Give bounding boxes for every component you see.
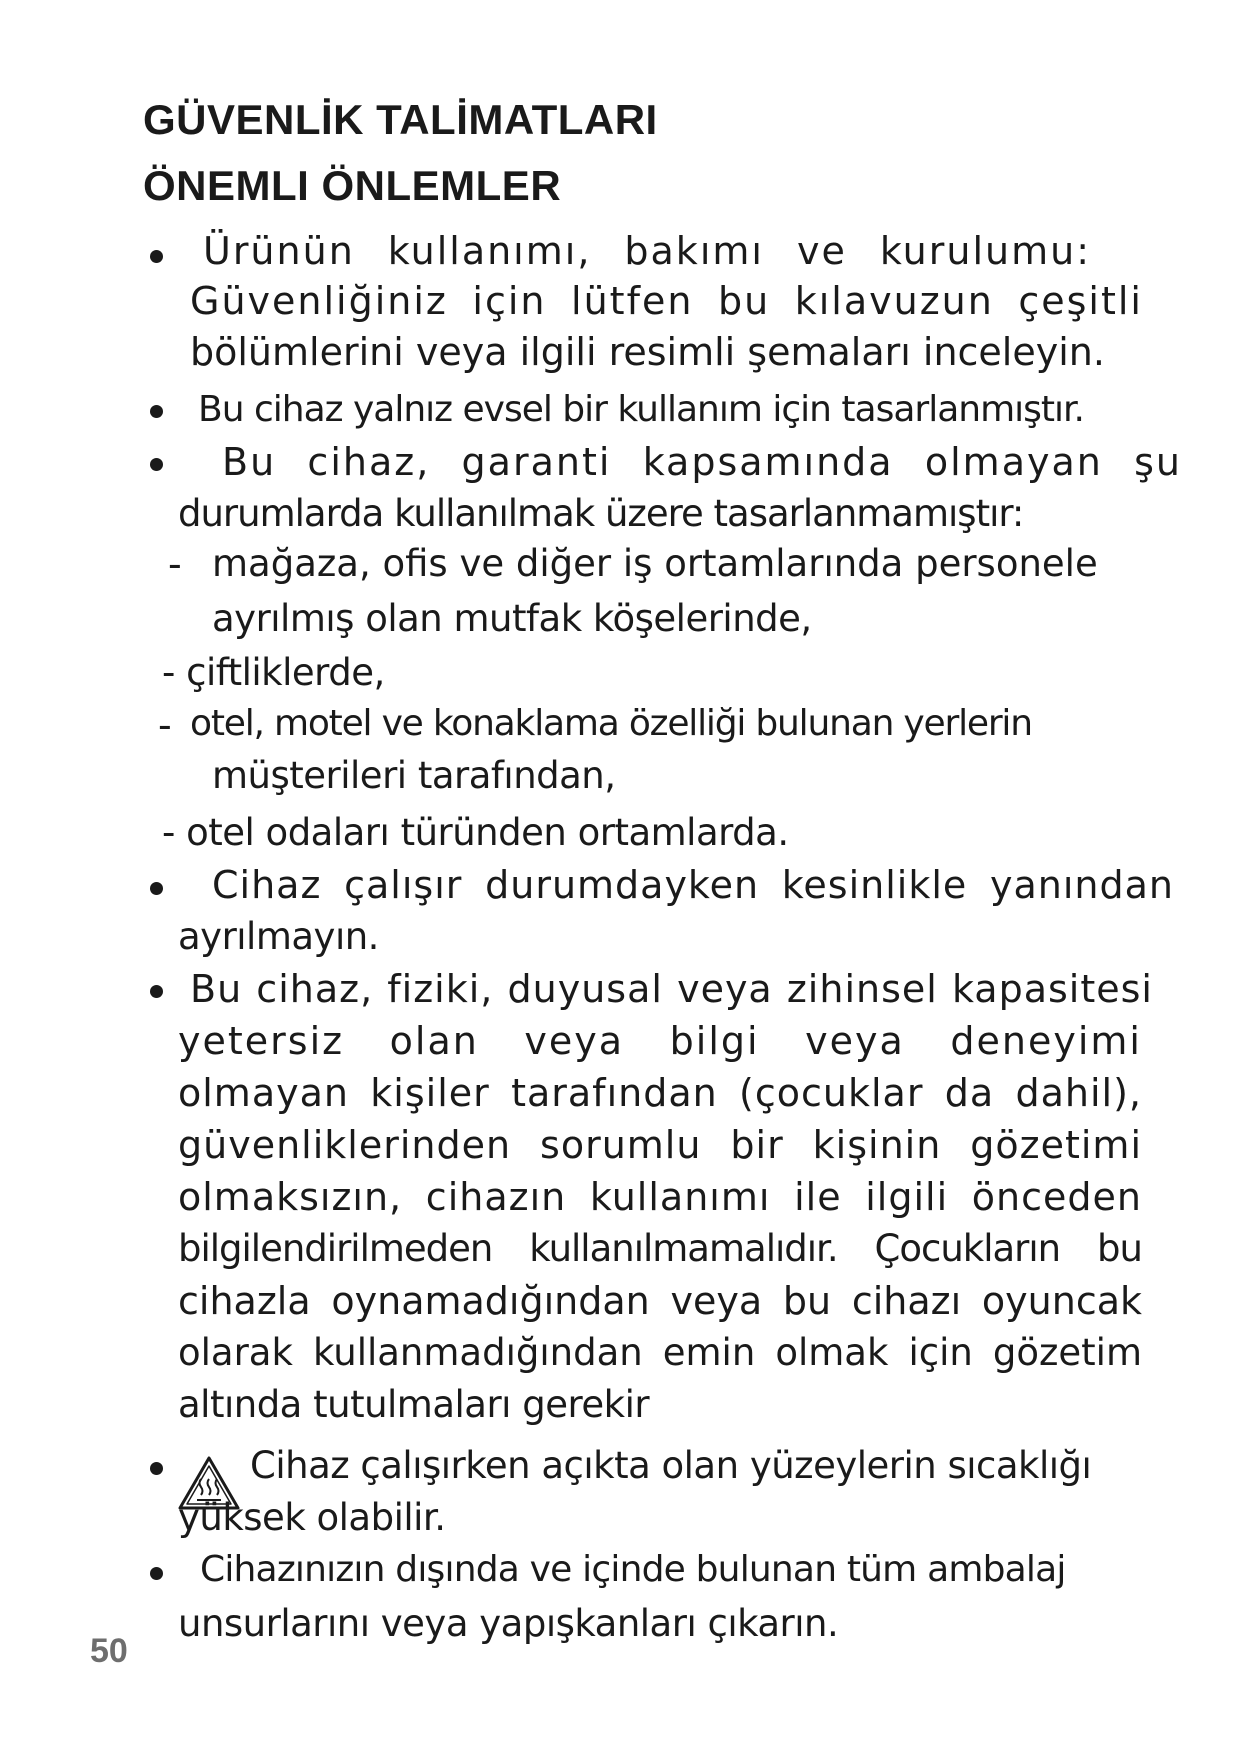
bullet-1-line-2: Güvenliğiniz için lütfen bu kılavuzun çeşitli xyxy=(190,279,1143,323)
bullet-dot xyxy=(150,1567,163,1580)
bullet-5-line-4: güvenliklerinden sorumlu bir kişinin gözetimi xyxy=(178,1123,1142,1167)
bullet-dot xyxy=(150,458,163,471)
bullet-5-line-7: cihazla oynamadığından veya bu cihazı oyuncak xyxy=(178,1279,1142,1323)
bullet-dot xyxy=(150,985,163,998)
bullet-dot xyxy=(150,1462,163,1475)
dash-1-line-2: ayrılmış olan mutfak köşelerinde, xyxy=(212,597,812,640)
bullet-5-line-8: olarak kullanmadığından emin olmak için gözetim xyxy=(178,1331,1142,1374)
bullet-4-line-2: ayrılmayın. xyxy=(178,915,379,958)
bullet-dot xyxy=(150,882,163,895)
dash-3-line-2: müşterileri tarafından, xyxy=(212,754,616,797)
bullet-dot xyxy=(150,405,163,418)
dash-2-line-1: - çiftliklerde, xyxy=(162,651,385,694)
bullet-5-line-5: olmaksızın, cihazın kullanımı ile ilgili önceden xyxy=(178,1175,1142,1219)
section-title: GÜVENLİK TALİMATLARI xyxy=(143,96,658,143)
dash-4-line-1: - otel odaları türünden ortamlarda. xyxy=(162,811,789,854)
page-number: 50 xyxy=(90,1632,128,1670)
bullet-5-line-2: yetersiz olan veya bilgi veya deneyimi xyxy=(178,1019,1142,1063)
bullet-7-line-1: Cihazınızın dışında ve içinde bulunan tüm ambalaj xyxy=(200,1549,1066,1590)
bullet-5-line-1: Bu cihaz, fiziki, duyusal veya zihinsel kapasitesi xyxy=(190,967,1153,1011)
dash-marker: - xyxy=(158,703,172,747)
bullet-6-line-1: Cihaz çalışırken açıkta olan yüzeylerin sıcaklığı xyxy=(250,1444,1092,1487)
bullet-5-line-6: bilgilendirilmeden kullanılmamalıdır. Çocukların bu xyxy=(178,1227,1142,1270)
bullet-4-line-1: Cihaz çalışır durumdayken kesinlikle yanından xyxy=(212,863,1174,907)
bullet-1-line-3: bölümlerini veya ilgili resimli şemaları inceleyin. xyxy=(190,330,1105,374)
dash-1-line-1: mağaza, ofis ve diğer iş ortamlarında personele xyxy=(212,542,1098,585)
bullet-7-line-2: unsurlarını veya yapışkanları çıkarın. xyxy=(178,1602,839,1645)
bullet-dot xyxy=(150,250,163,263)
dash-3-line-1: otel, motel ve konaklama özelliği bulunan yerlerin xyxy=(190,703,1032,744)
bullet-3-line-1: Bu cihaz, garanti kapsamında olmayan şu xyxy=(222,440,1182,484)
bullet-5-line-3: olmayan kişiler tarafından (çocuklar da dahil), xyxy=(178,1071,1142,1115)
dash-marker: - xyxy=(168,542,182,586)
bullet-5-line-9: altında tutulmaları gerekir xyxy=(178,1383,650,1426)
section-subtitle: ÖNEMLI ÖNLEMLER xyxy=(143,162,562,209)
bullet-6-line-2: yüksek olabilir. xyxy=(178,1496,446,1539)
bullet-3-line-2: durumlarda kullanılmak üzere tasarlanmamıştır: xyxy=(178,492,1024,535)
bullet-1-line-1: Ürünün kullanımı, bakımı ve kurulumu: xyxy=(203,229,1091,273)
bullet-2-line-1: Bu cihaz yalnız evsel bir kullanım için tasarlanmıştır. xyxy=(198,389,1084,430)
